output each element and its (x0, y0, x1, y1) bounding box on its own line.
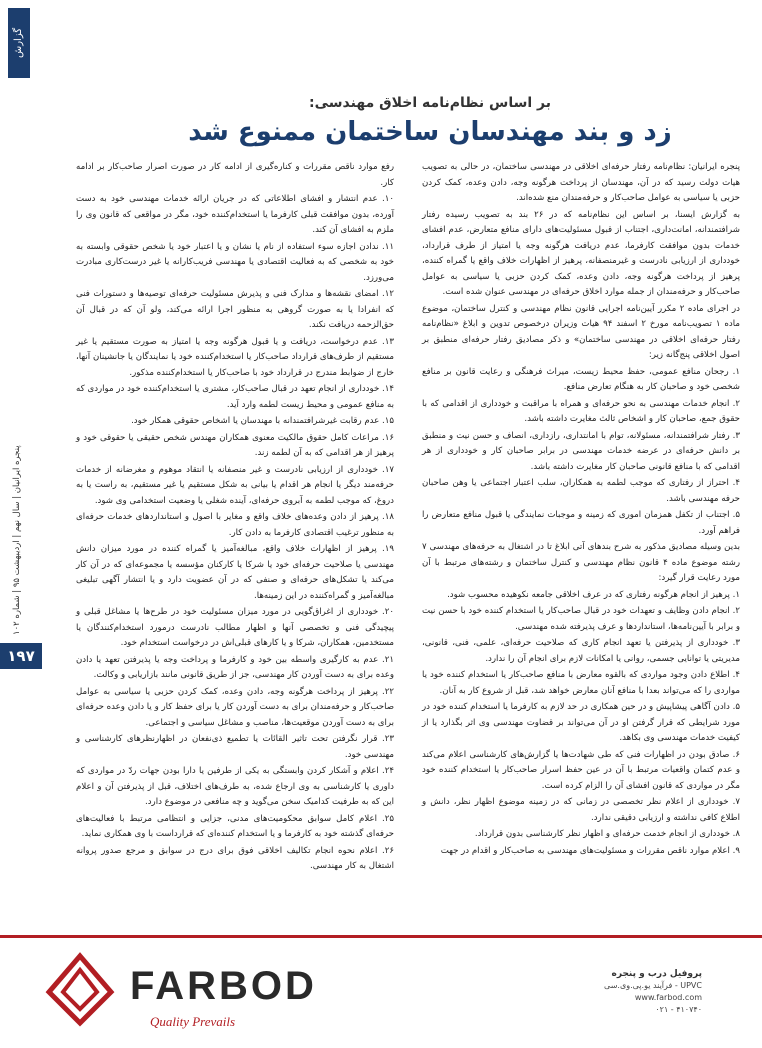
ad-subtitle: UPVC - فرآیند یو.پی.وی.سی (604, 981, 702, 990)
ad-contact (552, 968, 702, 1016)
left-margin (0, 0, 30, 1045)
paragraph: ۱۳. عدم درخواست، دریافت و یا قبول هرگونه وجه یا امتیاز به صورت مستقیم یا غیر مستقیم از طرف‌های قرارداد صاحب‌کار یا استخدام‌کننده خود یا نمایندگان یا جانشینان آنها، خارج از ضوابط مندرج در قرارداد خود با صاحب‌کار یا استخدام‌کننده مذکور. (76, 336, 394, 378)
paragraph: ۱. رجحان منافع عمومی، حفظ محیط زیست، میراث فرهنگی و رعایت قانون بر منافع شخصی خود و صاحبان کار به هنگام تعارض منافع. (422, 366, 740, 392)
paragraph: ۳. رفتار شرافتمندانه، مسئولانه، توام با امانتداری، رازداری، انصاف و حسن نیت و منطبق بر دانش حرفه‌ای در عرضه خدمات مهندسی در برابر صاحبان کار و خودداری از هر اقدامی که با منافع قانونی صاحبان کار مغایرت داشته باشد. (422, 430, 740, 472)
paragraph: در اجرای ماده ۲ مکرر آیین‌نامه اجرایی قانون نظام مهندسی و کنترل ساختمان، موضوع ماده ۱ تصویب‌نامه مورخ ۲ اسفند ۹۴ هیات وزیران درخصوص تدوین و ابلاغ «نظام‌نامه رفتار حرفه‌ای اخلاقی در مهندسی ساختمان» و ذکر مصادیق رفتار حرفه‌ای منطبق بر اصول اخلاقی پنج‌گانه زیر: (422, 303, 740, 360)
farbod-logo-icon (45, 952, 115, 1027)
paragraph: بدین وسیله مصادیق مذکور به شرح بندهای آتی ابلاغ تا در اشتغال به حرفه‌های مهندسی ۷ رشته موضوع ماده ۴ قانون نظام مهندسی و کنترل ساختمان و رشته‌های مرتبط با آن مورد رعایت قرار گیرد: (422, 542, 740, 583)
paragraph: ۱۶. مراعات کامل حقوق مالکیت معنوی همکاران مهندس شخص حقیقی یا حقوقی خود و پرهیز از هر اقدامی که به آن لطمه زند. (76, 432, 394, 458)
paragraph: ۶. صادق بودن در اظهارات فنی که طی شهادت‌ها یا گزارش‌های کارشناسی اعلام می‌کند و عدم کتمان واقعیات مرتبط با آن در عین حفظ اسرار صاحب‌کار یا استخدام کننده خود مگر در مواردی که قانون افشای آن را الزام کرده است. (422, 749, 740, 791)
paragraph: به گزارش ایسنا، بر اساس این نظام‌نامه که در ۲۶ بند به تصویب رسیده رفتار شرافتمندانه، امانت‌داری، اجتناب از قبول مسئولیت‌های دارای منافع متعارض، عدم افشای خدمات بدون موافقت کارفرما، عدم دریافت هرگونه وجه یا امتیاز از طرف قرارداد، خودداری از ارزیابی نادرست و غیرمنصفانه، پرهیز از اظهارات خلاف واقع یا گمراه کننده، پرهیز از پرداخت هرگونه وجه، دادن وعده، کمک کردن حزبی یا سیاسی به عوامل صاحب‌کار و حرفه‌مندان از جمله موارد اخلاق حرفه‌ای در مهندسی عنوان شده است. (422, 209, 740, 297)
paragraph: ۲۱. عدم به کارگیری واسطه بین خود و کارفرما و پرداخت وجه یا پذیرفتن تعهد یا دادن وعده برای به دست آوردن کار مهندسی، جز از طریق قانونی مانند بازاریابی و وکالت. (76, 654, 394, 680)
paragraph: ۱۸. پرهیز از دادن وعده‌های خلاف واقع و مغایر با اصول و استانداردهای خدمات حرفه‌ای به منظور ترغیب اقتصادی کارفرما به دادن کار. (76, 512, 394, 538)
paragraph: ۸. خودداری از انجام خدمت حرفه‌ای و اظهار نظر کارشناسی بدون قرارداد. (474, 829, 740, 839)
paragraph: ۴. احتراز از رفتاری که موجب لطمه به همکاران، سلب اعتبار اجتماعی یا وهن صاحبان حرفه مهندسی باشد. (422, 478, 740, 504)
advertisement-banner (0, 935, 762, 1048)
paragraph: ۲۴. اعلام و آشکار کردن وابستگی به یکی از طرفین یا دارا بودن جهات ردّ در مواردی که داوری یا کارشناسی به وی ارجاع شده، به طرف‌های اختلاف، قبل از پذیرفتن آن و اعلام این که به طرفیت کدامیک سخن می‌گوید و چه منافعی در موضوع دارد. (76, 766, 394, 807)
paragraph: ۴. اطلاع دادن وجود مواردی که بالقوه معارض با منافع صاحب‌کار یا استخدام کننده خود یا مواردی را که می‌تواند بعدا با منافع آنان معارض خواهد شد، قبل از شروع کار به آنان. (422, 670, 740, 696)
paragraph: ۱۴. خودداری از انجام تعهد در قبال صاحب‌کار، مشتری یا استخدام‌کننده خود در مواردی که به منافع عمومی و محیط زیست لطمه وارد آید. (76, 384, 394, 410)
page-number: ۱۹۷ (0, 643, 42, 669)
issue-info: پنجره ایرانیان | سال نهم | اردیبهشت ۹۵ | شماره ۱۰۲ (12, 445, 22, 635)
paragraph: ۳. خودداری از پذیرفتن یا تعهد انجام کاری که صلاحیت حرفه‌ای، علمی، فنی، قانونی، مدیریتی یا توانایی جسمی، روانی یا امکانات لازم برای انجام آن را ندارد. (422, 638, 740, 664)
paragraph: ۵. دادن آگاهی پیشاپیش و در حین همکاری در حد لازم به کارفرما یا استخدام کننده خود در مورد شرایطی که قرار گرفتن او در آن می‌تواند بر قضاوت مهندسی وی اثر بگذارد یا از کیفیت خدمات مهندسی وی بکاهد. (422, 702, 740, 743)
section-tab: گزارش (8, 8, 30, 78)
paragraph: ۲۳. قرار نگرفتن تحت تاثیر القائات یا تطمیع ذی‌نفعان در اظهارنظرهای کارشناسی و مهندسی خود. (76, 734, 394, 760)
paragraph: ۲۶. اعلام نحوه انجام تکالیف اخلاقی فوق برای درج در سوابق و مرجع صدور پروانه اشتغال به کار مهندسی. (76, 845, 394, 871)
article-headline: زد و بند مهندسان ساختمان ممنوع شد (188, 117, 672, 147)
paragraph: ۲. انجام خدمات مهندسی به نحو حرفه‌ای و همراه با مراقبت و خودداری از اقدامی که با حقوق جمع، صاحبان کار و اشخاص ثالث مغایرت داشته باشد. (422, 398, 740, 424)
paragraph: ۲. انجام دادن وظایف و تعهدات خود در قبال صاحب‌کار یا استخدام کننده خود با حسن نیت و برابر با آیین‌نامه‌ها، استانداردها و عرف پذیرفته شده مهندسی. (422, 606, 740, 632)
paragraph: ۱۲. امضای نقشه‌ها و مدارک فنی و پذیرش مسئولیت حرفه‌ای توصیه‌ها و دستورات فنی که انفرادا یا به صورت گروهی به منظور اجرا ارائه می‌کند، ولو آن که در قبال آن حق‌الزحمه دریافت نکند. (76, 289, 394, 330)
paragraph: ۹. اعلام موارد ناقص مقررات و مسئولیت‌های مهندسی به صاحب‌کار و اقدام در جهت (440, 845, 740, 856)
paragraph: رفع موارد ناقص مقررات و کناره‌گیری از ادامه کار در صورت اصرار صاحب‌کار بر ادامه کار. (76, 162, 394, 188)
paragraph: ۵. اجتناب از تکفل همزمان اموری که زمینه و موجبات نمایندگی یا قبول منافع متعارض را فراهم آورد. (422, 510, 740, 536)
paragraph: ۱۹. پرهیز از اظهارات خلاف واقع، مبالغه‌آمیز یا گمراه کننده در مورد میزان دانش مهندسی یا صلاحیت حرفه‌ای خود یا شرکا یا کارکنان مؤسسه یا مجموعه‌ای که در آن کار می‌کند یا تشکل‌های حرفه‌ای و صنفی که در آن عضویت دارد و یا انتشار آگهی تبلیغی مبالغه‌آمیز و گمراه‌کننده در این زمینه‌ها. (76, 544, 394, 601)
paragraph: ۱۰. عدم انتشار و افشای اطلاعاتی که در جریان ارائه خدمات مهندسی خود به دست آورده، بدون موافقت قبلی کارفرما یا استخدام‌کننده خود، مگر در مواقعی که قانون وی را ملزم به افشای آن کند. (76, 194, 394, 235)
paragraph: ۲۵. اعلام کامل سوابق محکومیت‌های مدنی، جزایی و انتظامی مرتبط با فعالیت‌های حرفه‌ای گذشته خود به کارفرما و یا استخدام کننده‌ای که قرارداست با وی همکاری نماید. (76, 813, 394, 839)
article-header (120, 95, 740, 147)
paragraph: ۲۰. خودداری از اغراق‌گویی در مورد میزان مسئولیت خود در طرح‌ها یا مشاغل قبلی و پیچیدگی فنی و تخصصی آنها و اظهار مطالب نادرست درمورد استخدام‌کنندگان یا مستخدمین، همکاران، شرکا و یا کارهای قبلی‌اش در درخواست استخدام خود. (76, 607, 394, 648)
article-kicker: بر اساس نظام‌نامه اخلاق مهندسی: (309, 95, 551, 111)
ad-title: پروفیل درب و پنجره (611, 969, 702, 979)
article-column-right (422, 160, 740, 860)
paragraph: ۱۷. خودداری از ارزیابی نادرست و غیر منصفانه یا انتقاد موهوم و مغرضانه از خدمات حرفه‌مند دیگر یا انجام هر اقدام یا بیانی به شکل مستقیم یا غیر مستقیم، به راست یا به دروغ، که موجب لطمه به آبروی حرفه‌ای، آینده شغلی یا وضعیت استخدامی وی شود. (76, 464, 394, 506)
paragraph: ۲۲. پرهیز از پرداخت هرگونه وجه، دادن وعده، کمک کردن حزبی یا سیاسی به عوامل صاحب‌کار و حرفه‌مندان برای به دست آوردن کار یا برای حفظ کار و یا دادن وعده حرفه‌ای برای به دست آوردن موقعیت‌ها، مناصب و مشاغل سیاسی و اجتماعی. (76, 686, 394, 728)
ad-website: www.farbod.com (634, 993, 702, 1002)
paragraph: ۱۵. عدم رقابت غیرشرافتمندانه با مهندسان یا اشخاص حقوقی همکار خود. (131, 416, 394, 426)
paragraph: ۱۱. ندادن اجازه سوء استفاده از نام یا نشان و یا اعتبار خود یا شخص حقوقی وابسته به خود به شخصی که به فعالیت اقتصادی یا مهندسی فریب‌کارانه یا غیر درست‌کاری مبادرت می‌ورزد. (76, 241, 394, 283)
article-column-left (76, 160, 394, 876)
paragraph: ۱. پرهیز از انجام هرگونه رفتاری که در عرف اخلاقی جامعه نکوهیده محسوب شود. (447, 589, 740, 600)
brand-name: FARBOD (130, 964, 317, 1008)
brand-tagline: Quality Prevails (150, 1014, 236, 1029)
ad-phone: ۰۲۱ - ۴۱۰۷۴۰ (655, 1005, 702, 1014)
paragraph: ۷. خودداری از اعلام نظر تخصصی در زمانی که در زمینه موضوع اظهار نظر، دانش و اطلاع کافی نداشته و ارزیابی دقیقی ندارد. (422, 797, 740, 823)
paragraph: پنجره ایرانیان: نظام‌نامه رفتار حرفه‌ای اخلاقی در مهندسی ساختمان، در حالی به تصویب هیات دولت رسید که در آن، مهندسان از پرداخت هرگونه وجه، دادن وعده، کمک کردن حزبی یا سیاسی به عوامل صاحب‌کار و حرفه‌مندان منع شده‌اند. (422, 162, 740, 203)
